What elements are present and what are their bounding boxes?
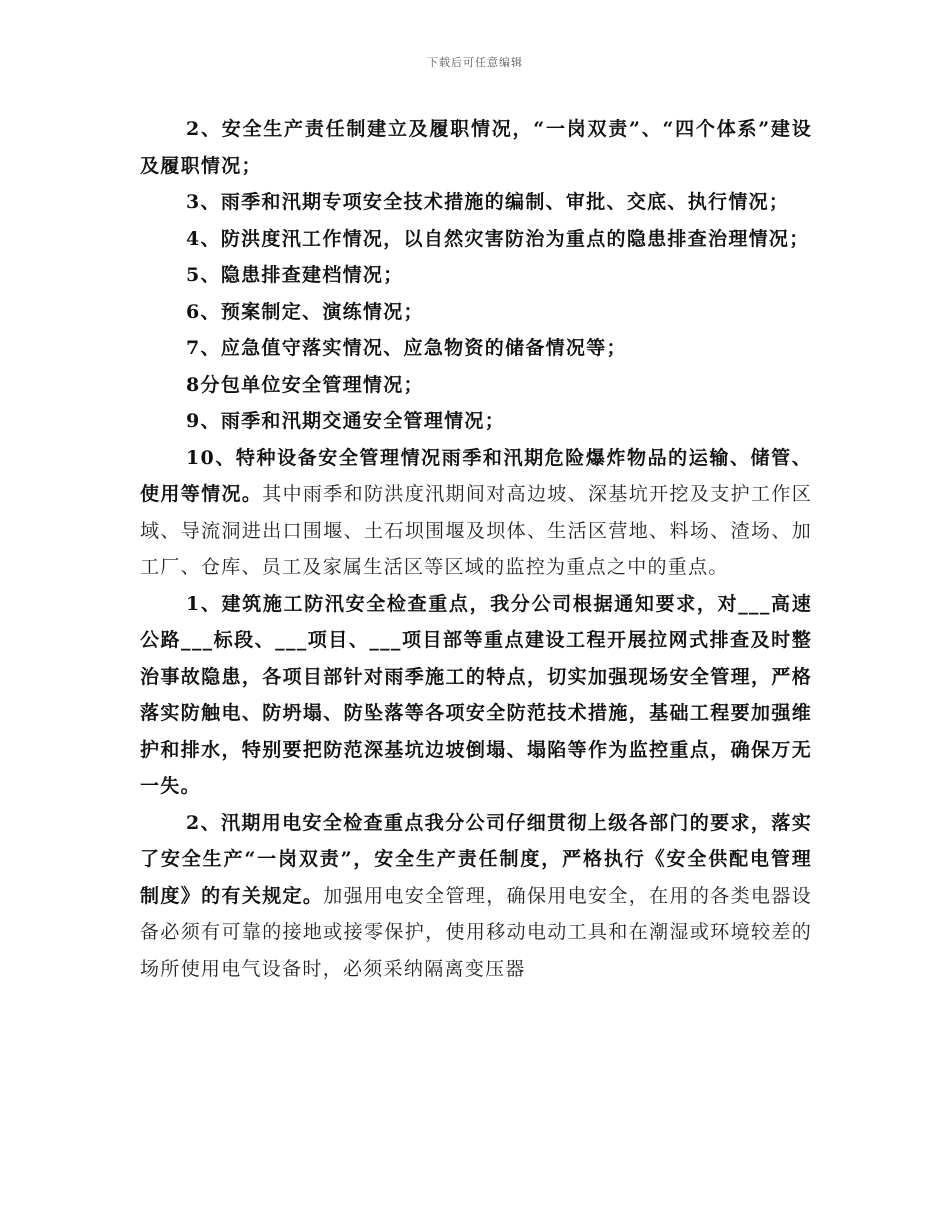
paragraph-bold: 5、隐患排查建档情况； xyxy=(186,264,404,286)
paragraph-bold: 2、安全生产责任制建立及履职情况，“一岗双责”、“四个体系”建设及履职情况； xyxy=(140,118,812,177)
paragraph-item-9 xyxy=(140,403,812,440)
paragraph-bold: 3、雨季和汛期专项安全技术措施的编制、审批、交底、执行情况； xyxy=(186,191,790,213)
paragraph-bold: 4、防洪度汛工作情况，以自然灾害防治为重点的隐患排查治理情况； xyxy=(186,227,810,250)
paragraph-item-4 xyxy=(140,221,812,258)
paragraph-bold: 1、建筑施工防汛安全检查重点，我分公司根据通知要求，对___高速公路___标段、___项目、___项目部等重点建设工程开展拉网式排查及时整治事故隐患，各项目部针对雨季施工的特点，切实加强现场安全管理，严格落实防触电、防坍塌、防坠落等各项安全防范技术措施，基础工程要加强维护和排水，特别要把防范深基坑边坡倒塌、塌陷等作为监控重点，确保万无一失。 xyxy=(140,592,812,797)
paragraph-construction-check xyxy=(140,586,812,805)
paragraph-bold: 7、应急值守落实情况、应急物资的储备情况等； xyxy=(186,337,627,359)
paragraph-item-8 xyxy=(140,367,812,404)
paragraph-item-10 xyxy=(140,440,812,586)
page-header: 下载后可任意编辑 xyxy=(427,56,523,69)
paragraph-normal: 其中雨季和防洪度汛期间对高边坡、深基坑开挖及支护工作区域、导流洞进出口围堰、土石坝围堰及坝体、生活区营地、料场、渣场、加工厂、仓库、员工及家属生活区等区域的监控为重点之中的重点。 xyxy=(140,483,812,578)
paragraph-bold: 10、特种设备安全管理情况雨季和汛期危险爆炸物品的运输、储管、使用等情况。 xyxy=(140,446,812,505)
paragraph-electric-check xyxy=(140,805,812,988)
paragraph-bold: 2、汛期用电安全检查重点我分公司仔细贯彻上级各部门的要求，落实了安全生产“一岗双责”，安全生产责任制度，严格执行《安全供配电管理制度》的有关规定。 xyxy=(140,811,812,907)
paragraph-item-2 xyxy=(140,111,812,184)
paragraph-bold: 8分包单位安全管理情况； xyxy=(186,373,424,396)
paragraph-item-6 xyxy=(140,294,812,331)
paragraph-item-3 xyxy=(140,184,812,221)
paragraph-bold: 6、预案制定、演练情况； xyxy=(186,300,424,323)
paragraph-item-7 xyxy=(140,330,812,367)
paragraph-bold: 9、雨季和汛期交通安全管理情况； xyxy=(186,410,506,432)
paragraph-item-5 xyxy=(140,257,812,294)
document-body xyxy=(140,111,812,987)
paragraph-normal: 加强用电安全管理，确保用电安全，在用的各类电器设备必须有可靠的接地或接零保护，使用移动电动工具和在潮湿或环境较差的场所使用电气设备时，必须采纳隔离变压器 xyxy=(140,884,813,980)
